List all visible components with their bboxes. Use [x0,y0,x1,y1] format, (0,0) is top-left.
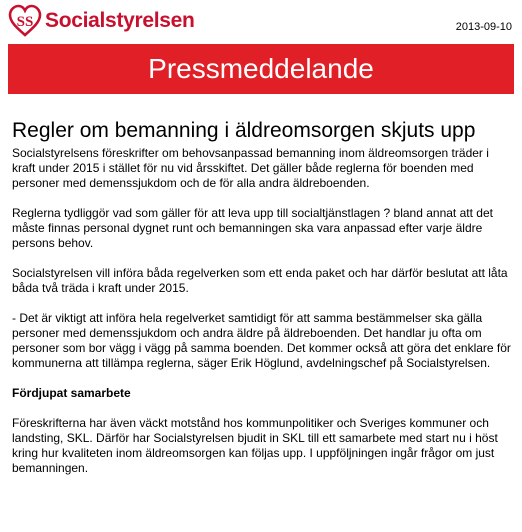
heart-logo-icon [8,4,42,38]
article-paragraph: Föreskrifterna har även väckt motstånd hos kommunpolitiker och Sveriges kommuner och landsting, SKL. Därför har Socialstyrelsen bjudit in SKL till ett samarbete med start nu i höst kring hur kvaliteten inom äldreomsorgen kan följas upp. I uppföljningen ingår frågor om just bemanningen. [12,416,498,475]
article-paragraph: Socialstyrelsens föreskrifter om behovsanpassad bemanning inom äldreomsorgen träder i kraft under 2015 i stället för nu vid årsskiftet. Det gäller både reglerna för boenden med personer med demenssjukdom och de för alla andra äldreboenden. [12,146,489,190]
socialstyrelsen-logo [8,4,195,38]
article-paragraph: Socialstyrelsen vill införa båda regelverken som ett enda paket och har därför beslutat att låta båda två träda i kraft under 2015. [12,266,508,295]
svg-text:SS: SS [16,14,34,30]
banner-title: Pressmeddelande [148,53,374,84]
press-release-banner [8,44,514,94]
article-paragraph: - Det är viktigt att införa hela regelverket samtidigt för att samma bestämmelser ska gälla personer med demenssjukdom och andra äldre på äldreboenden. Det handlar ju ofta om personer som bor vägg i vägg på samma boenden. Det kommer också att göra det enklare för kommunerna att tillämpa reglerna, säger Erik Höglund, avdelningschef på Socialstyrelsen. [12,311,511,370]
publish-date: 2013-09-10 [455,21,512,33]
article-paragraph: Reglerna tydliggör vad som gäller för att leva upp till socialtjänstlagen ? bland annat att det måste finnas personal dygnet runt och bemanningen ska vara anpassad efter varje äldre persons behov. [12,206,493,250]
logo-wordmark: Socialstyrelsen [45,9,195,32]
article-body [12,119,512,491]
page-header [0,0,522,44]
article-headline: Regler om bemanning i äldreomsorgen skjuts upp [12,119,476,142]
article-subheading: Fördjupat samarbete [12,386,131,400]
